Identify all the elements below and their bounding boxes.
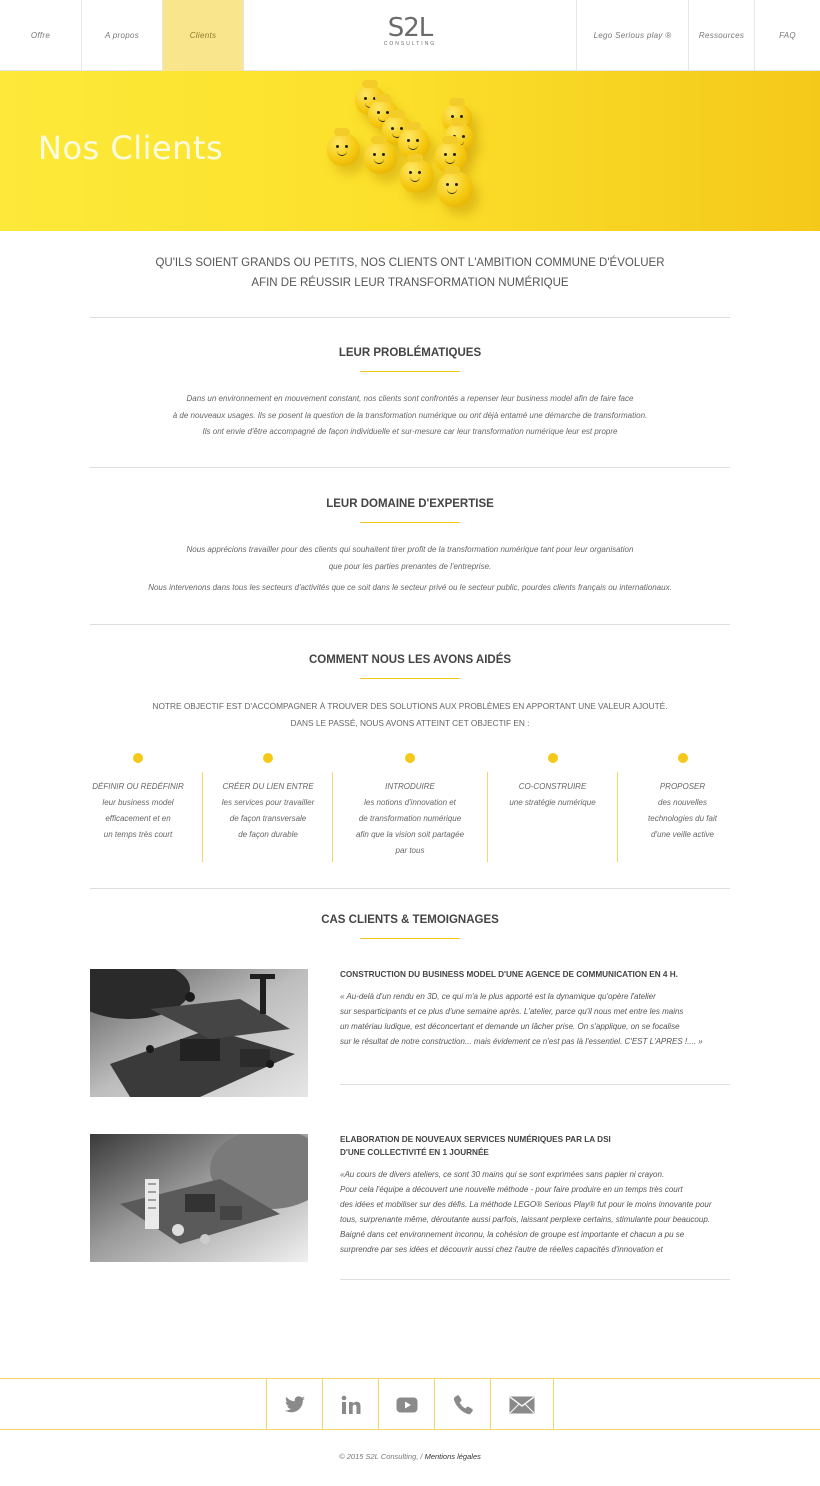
top-nav: [0, 0, 820, 71]
step-line: technologies du fait: [648, 814, 717, 823]
nav-label: FAQ: [779, 31, 796, 40]
step-item: [495, 753, 610, 811]
divider: [90, 624, 730, 625]
section-title-problematiques: LEUR PROBLÉMATIQUES: [338, 347, 482, 359]
step-line: de façon transversale: [229, 814, 307, 823]
case-title: [340, 1133, 730, 1159]
problematiques-text: [90, 391, 730, 441]
step-line: leur business model: [102, 798, 174, 807]
step-separator: [617, 772, 618, 862]
step-separator: [202, 772, 203, 862]
nav-item-ressources[interactable]: [688, 0, 754, 71]
intro-text: [90, 253, 730, 293]
logo-subtext: CONSULTING: [383, 41, 437, 47]
testimonial-line: « Au-delà d'un rendu en 3D, ce qui m'a le plus apporté est la dynamique qu'opère l'atelier: [340, 992, 656, 1001]
step-line: INTRODUIRE: [385, 782, 435, 791]
twitter-icon[interactable]: [266, 1379, 322, 1430]
nav-label: Clients: [189, 31, 217, 40]
step-line: d'une veille active: [651, 830, 714, 839]
text-line: Nous apprécions travailler pour des clients qui souhaitent tirer profit de la transformation numérique tant pour leur organisation: [186, 545, 634, 554]
step-line: PROPOSER: [659, 782, 706, 791]
step-item: [630, 753, 735, 843]
linkedin-icon[interactable]: [322, 1379, 378, 1430]
testimonial-line: «Au cours de divers ateliers, ce sont 30 mains qui se sont exprimées sans papier ni crayon.: [340, 1170, 665, 1179]
testimonial-line: Baigné dans cet environnement inconnu, la cohésion de groupe est importante et chacun a pu se: [340, 1230, 685, 1239]
divider: [90, 467, 730, 468]
copyright: [0, 1452, 820, 1461]
copyright-text: © 2015 S2L Consulting, /: [339, 1452, 425, 1461]
case-title: [340, 968, 730, 981]
text-line: Ils ont envie d'être accompagné de façon individuelle et sur-mesure car leur transformation numérique leur est propre: [202, 427, 618, 436]
title-underline: [360, 371, 460, 372]
step-item: [340, 753, 480, 859]
step-line: de façon durable: [238, 830, 298, 839]
legal-link[interactable]: Mentions légales: [424, 1452, 481, 1461]
mail-icon[interactable]: [490, 1379, 554, 1430]
bullet-dot: [263, 753, 273, 763]
bullet-dot: [405, 753, 415, 763]
section-title-aides: COMMENT NOUS LES AVONS AIDÉS: [308, 654, 512, 666]
testimonial-line: sur sesparticipants et ce plus d'une semaine après. L'atelier, parce qu'il nous met entre les mains: [340, 1007, 684, 1016]
case-title-line: CONSTRUCTION DU BUSINESS MODEL D'UNE AGENCE DE COMMUNICATION EN 4 H.: [340, 970, 678, 979]
step-line: par tous: [395, 846, 425, 855]
nav-label: Ressources: [698, 31, 745, 40]
testimonial-line: tous, surprenante même, déroutante aussi parfois, laissant perplexe certains, stimulante pour beaucoup.: [340, 1215, 710, 1224]
step-line: CRÉER DU LIEN ENTRE: [222, 782, 314, 791]
case-title-line: ELABORATION DE NOUVEAUX SERVICES NUMÉRIQUES PAR LA DSI: [340, 1135, 611, 1144]
step-line: efficacement et en: [105, 814, 171, 823]
title-underline: [360, 522, 460, 523]
step-line: de transformation numérique: [358, 814, 462, 823]
testimonial-line: surprendre par ses idées et découvrir aussi chez l'autre de réelles capacités d'innovation et: [340, 1245, 663, 1254]
text-line: NOTRE OBJECTIF EST D'ACCOMPAGNER À TROUVER DES SOLUTIONS AUX PROBLÈMES EN APPORTANT UNE VALEUR AJOUTÉ.: [152, 701, 668, 711]
divider: [90, 317, 730, 318]
case-title-line: D'UNE COLLECTIVITÉ EN 1 JOURNÉE: [340, 1148, 489, 1157]
intro-line: QU'ILS SOIENT GRANDS OU PETITS, NOS CLIENTS ONT L'AMBITION COMMUNE D'ÉVOLUER: [155, 257, 665, 269]
step-line: une stratégie numérique: [509, 798, 596, 807]
text-line: à de nouveaux usages. Ils se posent la question de la transformation numérique ou ont déjà entamé une démarche de transformation.: [172, 410, 648, 420]
title-underline: [360, 938, 460, 939]
text-line: que pour les parties prenantes de l'entreprise.: [328, 561, 492, 571]
step-line: afin que la vision soit partagée: [355, 830, 465, 839]
case-testimonial: [340, 989, 735, 1049]
step-line: les services pour travailler: [221, 798, 315, 807]
case-photo-lego-workshop: [90, 1134, 308, 1262]
step-item: [88, 753, 188, 843]
hero-banner: [0, 71, 820, 231]
expertise-text: [90, 542, 730, 575]
step-item: [212, 753, 324, 843]
case-testimonial: [340, 1167, 735, 1257]
nav-label: Lego Serious play ®: [593, 31, 672, 40]
section-title-expertise: LEUR DOMAINE D'EXPERTISE: [326, 498, 494, 510]
expertise-extra: Nous intervenons dans tous les secteurs d'activités que ce soit dans le secteur privé ou le secteur public, pourdes clients français ou internationaux.: [148, 583, 672, 592]
youtube-icon[interactable]: [378, 1379, 434, 1430]
step-line: DÉFINIR OU REDÉFINIR: [92, 782, 184, 791]
section-title-cases: CAS CLIENTS & TEMOIGNAGES: [321, 914, 499, 926]
phone-icon[interactable]: [434, 1379, 490, 1430]
title-underline: [360, 678, 460, 679]
logo[interactable]: [380, 13, 440, 57]
step-line: les notions d'innovation et: [364, 798, 456, 807]
logo-text: S2L: [387, 13, 433, 43]
text-line: Dans un environnement en mouvement constant, nos clients sont confrontés a repenser leur business model afin de faire face: [186, 394, 634, 403]
bullet-dot: [678, 753, 688, 763]
social-bar: [0, 1378, 820, 1430]
step-separator: [332, 772, 333, 862]
aides-intro: [90, 698, 730, 731]
testimonial-line: des idées et mobiliser sur des défis. La méthode LEGO® Serious Play® fut pour le moins innovante pour: [340, 1200, 712, 1209]
bullet-dot: [548, 753, 558, 763]
text-line: DANS LE PASSÉ, NOUS AVONS ATTEINT CET OBJECTIF EN :: [290, 717, 530, 728]
nav-item-offre[interactable]: [0, 0, 82, 71]
divider: [90, 888, 730, 889]
intro-line: AFIN DE RÉUSSIR LEUR TRANSFORMATION NUMÉRIQUE: [251, 277, 569, 289]
nav-label: A propos: [104, 31, 140, 40]
step-line: des nouvelles: [658, 798, 707, 807]
divider: [340, 1279, 730, 1280]
nav-label: Offre: [30, 31, 51, 40]
nav-item-lego-serious-play[interactable]: [576, 0, 688, 71]
page-title: Nos Clients: [38, 129, 224, 167]
bullet-dot: [133, 753, 143, 763]
step-line: un temps très court: [103, 830, 173, 839]
step-separator: [487, 772, 488, 862]
testimonial-line: sur le résultat de notre construction... mais évidement ce n'est pas là l'essentiel. C'EST L'APRES !.... »: [340, 1037, 703, 1046]
testimonial-line: un matériau ludique, est déconcertant et demande un lâcher prise. On s'applique, on se focalise: [340, 1022, 680, 1031]
nav-item-faq[interactable]: [754, 0, 820, 71]
nav-item-clients[interactable]: [163, 0, 244, 71]
testimonial-line: Pour cela l'équipe a découvert une nouvelle méthode - pour faire produire en un temps très court: [340, 1185, 683, 1194]
case-photo-lego-build: [90, 969, 308, 1097]
divider: [340, 1084, 730, 1085]
nav-item-a-propos[interactable]: [82, 0, 163, 71]
step-line: CO-CONSTRUIRE: [518, 782, 587, 791]
